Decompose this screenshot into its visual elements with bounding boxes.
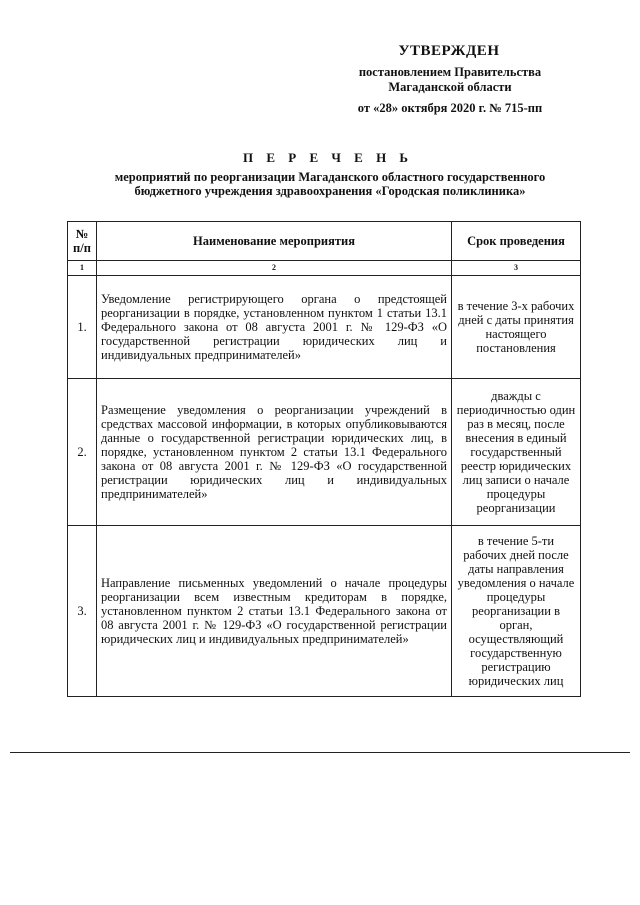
table-header-row [68, 222, 581, 261]
table-index-row [68, 261, 581, 276]
index-cell: 2 [97, 261, 452, 276]
approval-block [330, 44, 570, 116]
approval-line-2: Магаданской области [388, 80, 512, 94]
approval-date: от «28» октября 2020 г. № 715-пп [357, 101, 543, 115]
header-measure-name: Наименование мероприятия [97, 222, 452, 261]
header-term: Срок проведения [452, 222, 581, 261]
header-number: № п/п [68, 222, 97, 261]
approval-heading: УТВЕРЖДЕН [398, 43, 500, 59]
row-measure-name: Размещение уведомления о реорганизации учреждений в средствах массовой информации, в которых опубликовываются данные о государственной регистрации юридических лиц, в порядке, установленном пунктом 2 статьи 13.1 Федерального закона от 08 августа 2001 г. № 129-ФЗ «О государственной регистрации юридических лиц и индивидуальных предпринимателей» [97, 379, 452, 526]
table-row [68, 526, 581, 697]
index-cell: 3 [452, 261, 581, 276]
row-term: в течение 5-ти рабочих дней после даты направления уведомления о начале процедуры реорганизации в орган, осуществляющий государственную регистрацию юридических лиц [452, 526, 581, 697]
row-term: дважды с периодичностью один раз в месяц, после внесения в единый государственный реестр юридических лиц записи о начале процедуры реорганизации [452, 379, 581, 526]
table-row [68, 276, 581, 379]
row-number: 2. [68, 379, 97, 526]
row-number: 1. [68, 276, 97, 379]
row-measure-name: Направление письменных уведомлений о начале процедуры реорганизации всем известным кредиторам в порядке, установленном пунктом 2 статьи 13.1 Федерального закона от 08 августа 2001 г. № 129-ФЗ «О государственной регистрации юридических лиц и индивидуальных предпринимателей» [97, 526, 452, 697]
document-title: П Е Р Е Ч Е Н Ь [242, 150, 414, 165]
row-term: в течение 3-х рабочих дней с даты принятия настоящего постановления [452, 276, 581, 379]
table-row [68, 379, 581, 526]
index-cell: 1 [68, 261, 97, 276]
measures-table [67, 221, 581, 697]
bottom-divider [10, 752, 630, 753]
row-measure-name: Уведомление регистрирующего органа о предстоящей реорганизации в порядке, установленном пунктом 1 статьи 13.1 Федерального закона от 08 августа 2001 г. № 129-ФЗ «О государственной регистрации юридических лиц и индивидуальных предпринимателей» [97, 276, 452, 379]
document-subtitle: мероприятий по реорганизации Магаданского областного государственного бюджетного учреждения здравоохранения «Городская поликлиника» [114, 170, 546, 198]
row-number: 3. [68, 526, 97, 697]
approval-line-1: постановлением Правительства [358, 65, 542, 79]
